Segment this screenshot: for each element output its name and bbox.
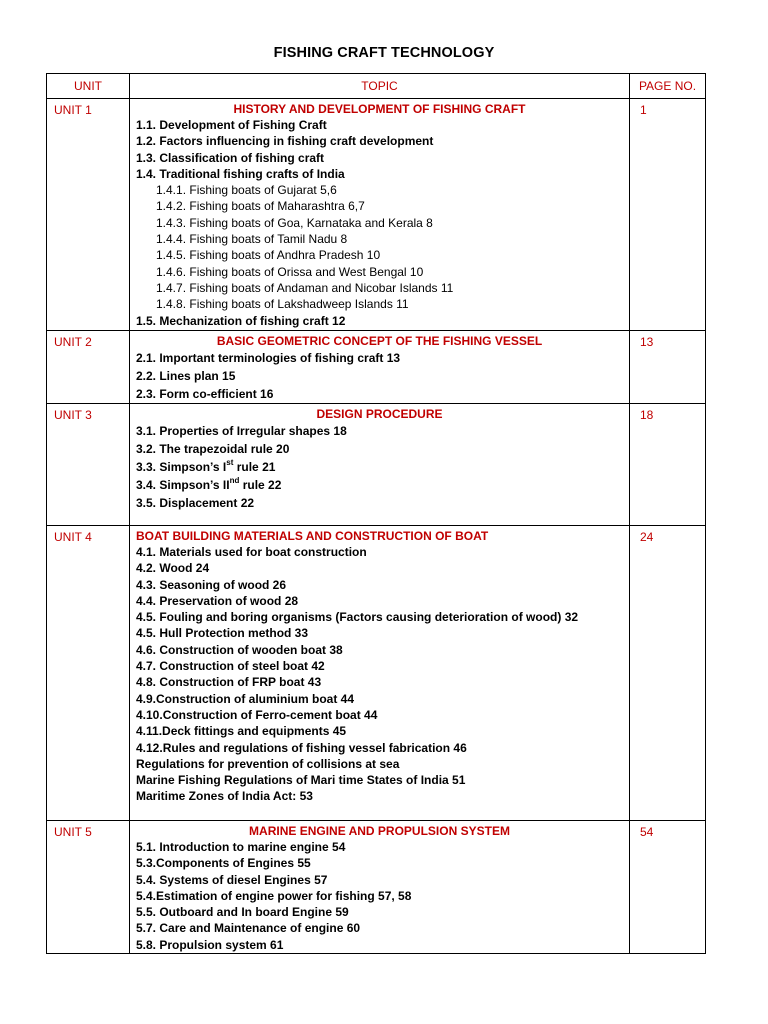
unit-row-5	[47, 821, 706, 954]
topic-line: 1.1. Development of Fishing Craft	[136, 118, 327, 132]
topic-line: 1.4.7. Fishing boats of Andaman and Nicobar Islands 11	[156, 280, 454, 295]
topic-line: 1.4.5. Fishing boats of Andhra Pradesh 10	[156, 248, 381, 263]
page-number: 13	[630, 331, 706, 404]
topic-line: 1.4.8. Fishing boats of Lakshadweep Islands 11	[156, 297, 409, 312]
topic-line: 5.5. Outboard and In board Engine 59	[136, 905, 349, 920]
topic-line: Maritime Zones of India Act: 53	[136, 789, 313, 804]
topic-line: 4.5. Fouling and boring organisms (Factors causing deterioration of wood) 32	[136, 610, 579, 625]
page-number: 18	[630, 404, 706, 526]
unit-row-2	[47, 331, 706, 404]
topic-line: 1.4.2. Fishing boats of Maharashtra 6,7	[156, 199, 365, 214]
unit-topics	[130, 331, 630, 404]
topic-line: 4.3. Seasoning of wood 26	[136, 577, 287, 592]
page-number: 24	[630, 526, 706, 821]
topic-line: 1.5. Mechanization of fishing craft 12	[136, 313, 346, 328]
topic-line: 1.2. Factors influencing in fishing craft development	[136, 134, 434, 149]
unit-label: UNIT 5	[47, 821, 130, 954]
unit-label: UNIT 4	[47, 526, 130, 821]
unit-column-header: UNIT	[47, 74, 130, 99]
simpson-second-page: rule 22	[239, 478, 282, 492]
unit-heading: HISTORY AND DEVELOPMENT OF FISHING CRAFT	[233, 102, 526, 116]
ordinal-superscript: st	[226, 458, 234, 467]
unit-topics	[130, 526, 630, 821]
topic-line: 5.8. Propulsion system 61	[136, 937, 284, 952]
topic-line: 1.4.1. Fishing boats of Gujarat 5,6	[156, 183, 337, 198]
simpson-first-page: rule 21	[233, 460, 276, 474]
topic-line: 1.4. Traditional fishing crafts of India	[136, 166, 345, 181]
topic-line: 4.4. Preservation of wood 28	[136, 593, 299, 608]
topic-line: 4.11.Deck fittings and equipments 45	[136, 724, 347, 739]
topic-line: 2.1. Important terminologies of fishing craft 13	[136, 351, 401, 365]
unit-heading: BASIC GEOMETRIC CONCEPT OF THE FISHING VESSEL	[216, 334, 543, 348]
unit-heading: BOAT BUILDING MATERIALS AND CONSTRUCTION OF BOAT	[136, 529, 489, 543]
topic-line: 4.6. Construction of wooden boat 38	[136, 642, 343, 657]
topic-line: 5.4.Estimation of engine power for fishing 57, 58	[136, 888, 412, 903]
topic-line: 4.8. Construction of FRP boat 43	[136, 675, 322, 690]
unit-label: UNIT 3	[47, 404, 130, 526]
unit-heading: MARINE ENGINE AND PROPULSION SYSTEM	[249, 824, 510, 838]
simpson-first-text: 3.3. Simpson’s I	[136, 460, 227, 474]
topic-line: 4.10.Construction of Ferro-cement boat 44	[136, 707, 378, 722]
unit-heading: DESIGN PROCEDURE	[316, 407, 443, 421]
topic-line: 4.9.Construction of aluminium boat 44	[136, 691, 355, 706]
topic-line: 5.1. Introduction to marine engine 54	[136, 840, 346, 854]
unit-row-1	[47, 99, 706, 331]
unit-topics	[130, 821, 630, 954]
unit-label: UNIT 2	[47, 331, 130, 404]
page-number: 1	[630, 99, 706, 331]
unit-topics	[130, 404, 630, 526]
topic-line: 5.4. Systems of diesel Engines 57	[136, 872, 328, 887]
topic-line: 1.4.4. Fishing boats of Tamil Nadu 8	[156, 232, 348, 247]
page-column-header: PAGE NO.	[630, 74, 706, 99]
contents-table	[46, 73, 706, 954]
header-row	[47, 74, 706, 99]
document-title: FISHING CRAFT TECHNOLOGY	[273, 45, 495, 61]
topic-line: 4.7. Construction of steel boat 42	[136, 659, 325, 674]
topic-line: 4.1. Materials used for boat construction	[136, 545, 367, 559]
topic-line: 1.3. Classification of fishing craft	[136, 150, 325, 165]
topic-line: 2.2. Lines plan 15	[136, 369, 236, 383]
simpson-second-text: 3.4. Simpson’s II	[136, 478, 230, 492]
topic-line: 5.3.Components of Engines 55	[136, 856, 311, 871]
topic-line: Regulations for prevention of collisions at sea	[136, 756, 400, 771]
topic-line: 3.5. Displacement 22	[136, 496, 255, 510]
topic-line: 1.4.6. Fishing boats of Orissa and West Bengal 10	[156, 264, 424, 279]
unit-row-3	[47, 404, 706, 526]
topic-line	[136, 476, 623, 494]
topic-line: 3.1. Properties of Irregular shapes 18	[136, 424, 347, 438]
page-number: 54	[630, 821, 706, 954]
topic-line: 2.3. Form co-efficient 16	[136, 387, 274, 401]
unit-row-4	[47, 526, 706, 821]
topic-line: 4.5. Hull Protection method 33	[136, 626, 309, 641]
topic-column-header: TOPIC	[130, 74, 630, 99]
topic-line	[136, 458, 623, 476]
topic-line: Marine Fishing Regulations of Mari time States of India 51	[136, 773, 466, 788]
topic-line: 5.7. Care and Maintenance of engine 60	[136, 921, 361, 936]
topic-line: 3.2. The trapezoidal rule 20	[136, 442, 290, 456]
unit-label: UNIT 1	[47, 99, 130, 331]
unit-topics	[130, 99, 630, 331]
ordinal-superscript: nd	[229, 476, 240, 485]
topic-line: 4.2. Wood 24	[136, 561, 210, 576]
topic-line: 1.4.3. Fishing boats of Goa, Karnataka and Kerala 8	[156, 215, 433, 230]
topic-line: 4.12.Rules and regulations of fishing vessel fabrication 46	[136, 740, 467, 755]
